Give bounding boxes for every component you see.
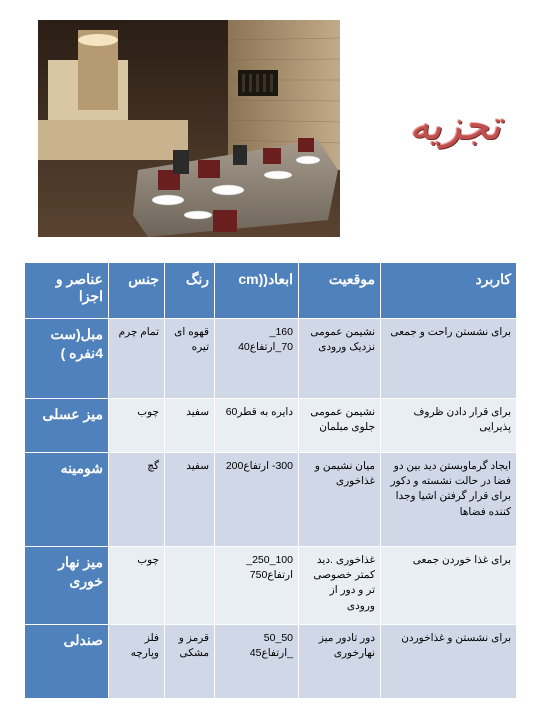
cell-material: فلز وپارچه: [109, 625, 165, 699]
header-color: رنگ: [165, 263, 215, 319]
cell-element: مبل(ست 4نفره ): [25, 319, 109, 399]
cell-material: تمام چرم: [109, 319, 165, 399]
cell-usage: برای قرار دادن ظروف پذیرایی: [381, 399, 517, 453]
cell-usage: برای نشستن و غذاخوردن: [381, 625, 517, 699]
cell-location: نشیمن عمومی جلوی مبلمان: [299, 399, 381, 453]
cell-location: میان نشیمن و غذاخوری: [299, 453, 381, 547]
cell-location: غذاخوری .دید کمتر خصوصی تر و دور از ورودی: [299, 547, 381, 625]
cell-location: نشیمن عمومی نزدیک ورودی: [299, 319, 381, 399]
table-row: [25, 399, 517, 453]
cell-usage: برای نشستن راحت و جمعی: [381, 319, 517, 399]
cell-material: چوب: [109, 547, 165, 625]
cell-dimensions: 100_250_ ارتفاع750: [215, 547, 299, 625]
table-row: [25, 319, 517, 399]
header-dimensions: ابعاد((cm: [215, 263, 299, 319]
cell-usage: ایجاد گرماوبستن دید بین دو فضا در حالت نشسته و دکور برای قرار گرفتن اشیا وجدا کننده فضاها: [381, 453, 517, 547]
cell-color: [165, 547, 215, 625]
cell-material: چوب: [109, 399, 165, 453]
header-material: جنس: [109, 263, 165, 319]
cell-color: سفید: [165, 453, 215, 547]
table-row: [25, 453, 517, 547]
page-title: تجزیه: [409, 103, 501, 149]
table-header-row: [25, 263, 517, 319]
cell-dimensions: دایره به قطر60: [215, 399, 299, 453]
cell-element: شومینه: [25, 453, 109, 547]
cell-element: میز عسلی: [25, 399, 109, 453]
dining-room-photo: [38, 20, 340, 237]
table-row: [25, 547, 517, 625]
cell-element: صندلی: [25, 625, 109, 699]
components-table: [24, 262, 517, 699]
header-location: موقعیت: [299, 263, 381, 319]
header-usage: کاربرد: [381, 263, 517, 319]
cell-dimensions: 50_50 _ارتفاع45: [215, 625, 299, 699]
cell-dimensions: 160_ 70_ارتفاع40: [215, 319, 299, 399]
cell-color: سفید: [165, 399, 215, 453]
header-element: عناصر و اجزا: [25, 263, 109, 319]
cell-usage: برای غذا خوردن جمعی: [381, 547, 517, 625]
table-row: [25, 625, 517, 699]
cell-location: دور تادور میز نهارخوری: [299, 625, 381, 699]
cell-color: قهوه ای تیره: [165, 319, 215, 399]
cell-element: میز نهار خوری: [25, 547, 109, 625]
cell-color: قرمز و مشکی: [165, 625, 215, 699]
cell-dimensions: 300- ارتفاع200: [215, 453, 299, 547]
cell-material: گچ: [109, 453, 165, 547]
